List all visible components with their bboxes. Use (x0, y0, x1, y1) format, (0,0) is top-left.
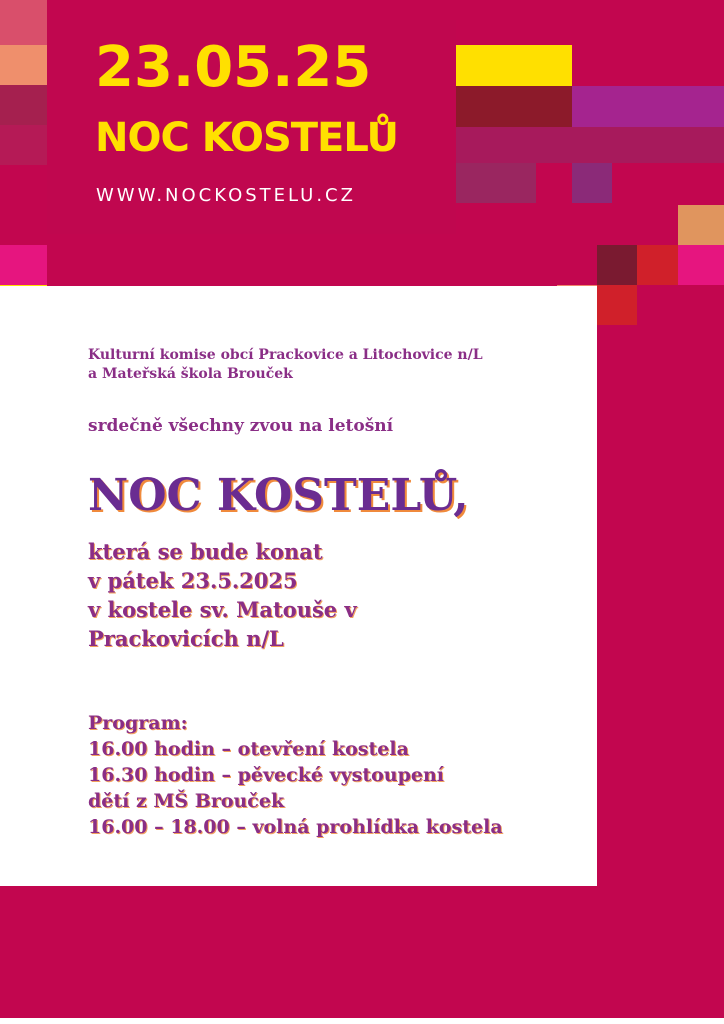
decor-tile (456, 45, 572, 86)
detail-line: která se bude konat (88, 539, 323, 564)
organizer-line: Kulturní komise obcí Prackovice a Litochovice n/L (88, 347, 483, 363)
decor-tile (572, 86, 724, 127)
event-name: NOC KOSTELŮ (95, 115, 398, 161)
website-link[interactable]: WWW.NOCKOSTELU.CZ (96, 185, 356, 206)
event-details (88, 537, 357, 653)
detail-line: Prackovicích n/L (88, 626, 284, 651)
program-heading: Program: (88, 712, 188, 734)
decor-tile (572, 163, 612, 203)
program-item: 16.00 hodin – otevření kostela (88, 738, 409, 760)
decor-tile (637, 245, 678, 285)
invitation-panel (0, 286, 597, 886)
decor-tile (456, 163, 536, 203)
decor-tile (678, 205, 724, 245)
decor-tile (0, 85, 47, 125)
program-item: 16.30 hodin – pěvecké vystoupení (88, 764, 445, 786)
decor-tile (678, 245, 724, 285)
decor-tile (0, 245, 47, 285)
organizer-line: a Mateřská škola Brouček (88, 366, 293, 382)
event-date: 23.05.25 (95, 35, 372, 100)
detail-line: v pátek 23.5.2025 (88, 568, 298, 593)
invite-text: srdečně všechny zvou na letošní (88, 416, 394, 436)
decor-tile (0, 0, 47, 45)
decor-tile (0, 45, 47, 85)
program-item: 16.00 – 18.00 – volná prohlídka kostela (88, 816, 503, 838)
program-item: dětí z MŠ Brouček (88, 790, 285, 812)
program (88, 710, 503, 840)
decor-tile (456, 86, 572, 127)
detail-line: v kostele sv. Matouše v (88, 597, 357, 622)
decor-tile (0, 125, 47, 165)
organizers (88, 346, 483, 384)
event-title: NOC KOSTELŮ, (88, 470, 469, 521)
decor-tile (456, 127, 724, 163)
decor-tile (597, 285, 637, 325)
decor-tile (597, 245, 637, 285)
